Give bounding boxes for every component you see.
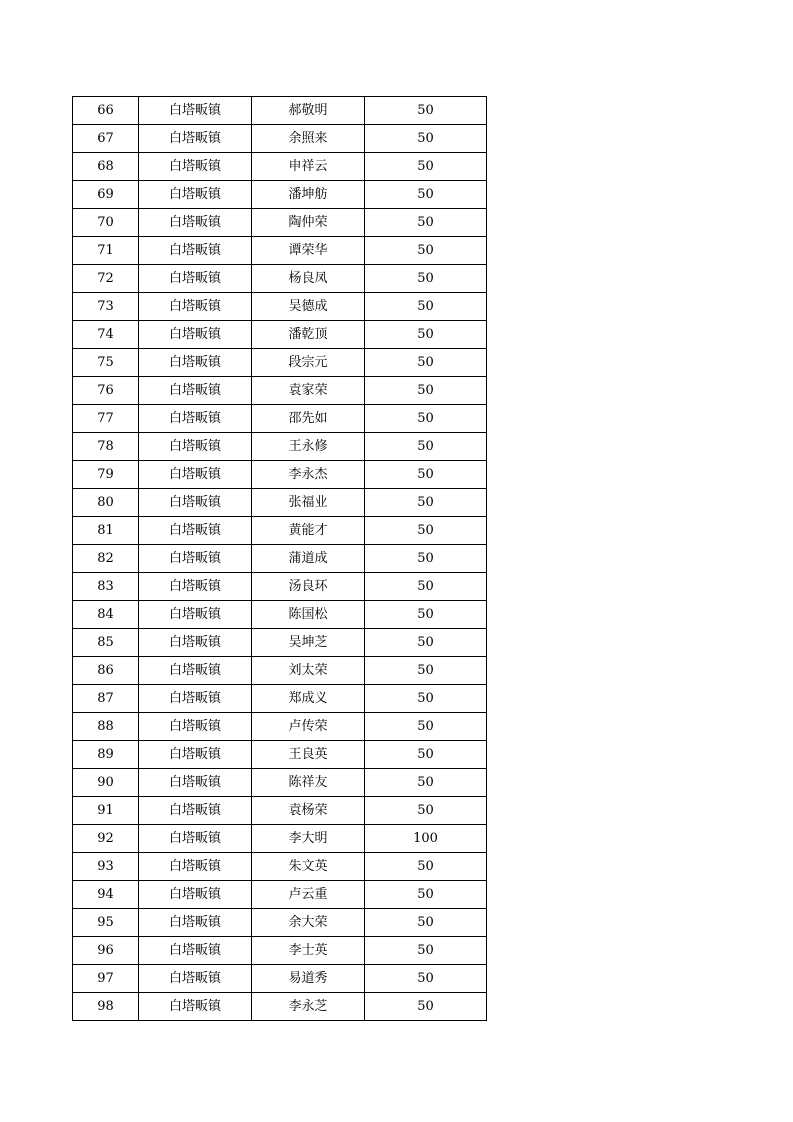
person-name-cell: 易道秀 xyxy=(252,965,365,993)
town-cell: 白塔畈镇 xyxy=(139,125,252,153)
amount-cell: 50 xyxy=(365,713,487,741)
row-number-cell: 76 xyxy=(73,377,139,405)
table-row xyxy=(73,741,487,769)
amount-cell: 50 xyxy=(365,321,487,349)
row-number-cell: 92 xyxy=(73,825,139,853)
row-number-cell: 67 xyxy=(73,125,139,153)
person-name-cell: 李永杰 xyxy=(252,461,365,489)
table-row xyxy=(73,797,487,825)
row-number-cell: 72 xyxy=(73,265,139,293)
row-number-cell: 89 xyxy=(73,741,139,769)
person-name-cell: 申祥云 xyxy=(252,153,365,181)
person-name-cell: 陈国松 xyxy=(252,601,365,629)
table-row xyxy=(73,545,487,573)
table-row xyxy=(73,937,487,965)
town-cell: 白塔畈镇 xyxy=(139,685,252,713)
person-name-cell: 段宗元 xyxy=(252,349,365,377)
amount-cell: 50 xyxy=(365,853,487,881)
table-row xyxy=(73,769,487,797)
row-number-cell: 74 xyxy=(73,321,139,349)
town-cell: 白塔畈镇 xyxy=(139,321,252,349)
row-number-cell: 77 xyxy=(73,405,139,433)
amount-cell: 50 xyxy=(365,741,487,769)
town-cell: 白塔畈镇 xyxy=(139,741,252,769)
row-number-cell: 75 xyxy=(73,349,139,377)
row-number-cell: 83 xyxy=(73,573,139,601)
amount-cell: 50 xyxy=(365,125,487,153)
row-number-cell: 88 xyxy=(73,713,139,741)
amount-cell: 50 xyxy=(365,797,487,825)
person-name-cell: 陶仲荣 xyxy=(252,209,365,237)
row-number-cell: 87 xyxy=(73,685,139,713)
table-row xyxy=(73,321,487,349)
table-row xyxy=(73,209,487,237)
table-row xyxy=(73,265,487,293)
table-row xyxy=(73,993,487,1021)
amount-cell: 50 xyxy=(365,489,487,517)
town-cell: 白塔畈镇 xyxy=(139,97,252,125)
table-row xyxy=(73,97,487,125)
amount-cell: 50 xyxy=(365,937,487,965)
row-number-cell: 66 xyxy=(73,97,139,125)
town-cell: 白塔畈镇 xyxy=(139,433,252,461)
row-number-cell: 71 xyxy=(73,237,139,265)
table-row xyxy=(73,377,487,405)
row-number-cell: 81 xyxy=(73,517,139,545)
table-row xyxy=(73,237,487,265)
row-number-cell: 86 xyxy=(73,657,139,685)
amount-cell: 50 xyxy=(365,433,487,461)
row-number-cell: 98 xyxy=(73,993,139,1021)
amount-cell: 50 xyxy=(365,97,487,125)
person-name-cell: 陈祥友 xyxy=(252,769,365,797)
town-cell: 白塔畈镇 xyxy=(139,629,252,657)
person-name-cell: 潘乾顶 xyxy=(252,321,365,349)
row-number-cell: 94 xyxy=(73,881,139,909)
amount-cell: 50 xyxy=(365,153,487,181)
row-number-cell: 73 xyxy=(73,293,139,321)
table-row xyxy=(73,965,487,993)
town-cell: 白塔畈镇 xyxy=(139,377,252,405)
row-number-cell: 91 xyxy=(73,797,139,825)
person-name-cell: 黄能才 xyxy=(252,517,365,545)
person-name-cell: 王良英 xyxy=(252,741,365,769)
table-row xyxy=(73,601,487,629)
row-number-cell: 82 xyxy=(73,545,139,573)
table-row xyxy=(73,517,487,545)
amount-cell: 50 xyxy=(365,965,487,993)
table-row xyxy=(73,349,487,377)
person-name-cell: 余大荣 xyxy=(252,909,365,937)
town-cell: 白塔畈镇 xyxy=(139,965,252,993)
town-cell: 白塔畈镇 xyxy=(139,769,252,797)
amount-cell: 50 xyxy=(365,909,487,937)
person-name-cell: 吴坤芝 xyxy=(252,629,365,657)
person-name-cell: 李永芝 xyxy=(252,993,365,1021)
amount-cell: 50 xyxy=(365,545,487,573)
town-cell: 白塔畈镇 xyxy=(139,517,252,545)
person-name-cell: 汤良环 xyxy=(252,573,365,601)
table-row xyxy=(73,489,487,517)
town-cell: 白塔畈镇 xyxy=(139,293,252,321)
person-name-cell: 郑成义 xyxy=(252,685,365,713)
person-name-cell: 张福业 xyxy=(252,489,365,517)
amount-cell: 50 xyxy=(365,377,487,405)
person-name-cell: 郝敬明 xyxy=(252,97,365,125)
town-cell: 白塔畈镇 xyxy=(139,573,252,601)
roster-table xyxy=(72,96,487,1021)
table-row xyxy=(73,825,487,853)
amount-cell: 100 xyxy=(365,825,487,853)
person-name-cell: 谭荣华 xyxy=(252,237,365,265)
row-number-cell: 85 xyxy=(73,629,139,657)
town-cell: 白塔畈镇 xyxy=(139,209,252,237)
person-name-cell: 蒲道成 xyxy=(252,545,365,573)
town-cell: 白塔畈镇 xyxy=(139,153,252,181)
amount-cell: 50 xyxy=(365,265,487,293)
roster-table-body xyxy=(73,97,487,1021)
table-row xyxy=(73,461,487,489)
town-cell: 白塔畈镇 xyxy=(139,181,252,209)
person-name-cell: 王永修 xyxy=(252,433,365,461)
table-row xyxy=(73,405,487,433)
table-row xyxy=(73,433,487,461)
amount-cell: 50 xyxy=(365,461,487,489)
person-name-cell: 袁杨荣 xyxy=(252,797,365,825)
table-row xyxy=(73,657,487,685)
town-cell: 白塔畈镇 xyxy=(139,937,252,965)
person-name-cell: 余照来 xyxy=(252,125,365,153)
amount-cell: 50 xyxy=(365,181,487,209)
person-name-cell: 杨良凤 xyxy=(252,265,365,293)
row-number-cell: 84 xyxy=(73,601,139,629)
row-number-cell: 97 xyxy=(73,965,139,993)
amount-cell: 50 xyxy=(365,993,487,1021)
row-number-cell: 79 xyxy=(73,461,139,489)
amount-cell: 50 xyxy=(365,629,487,657)
person-name-cell: 潘坤舫 xyxy=(252,181,365,209)
town-cell: 白塔畈镇 xyxy=(139,657,252,685)
person-name-cell: 吴德成 xyxy=(252,293,365,321)
table-row xyxy=(73,125,487,153)
row-number-cell: 95 xyxy=(73,909,139,937)
row-number-cell: 68 xyxy=(73,153,139,181)
amount-cell: 50 xyxy=(365,349,487,377)
town-cell: 白塔畈镇 xyxy=(139,545,252,573)
table-row xyxy=(73,853,487,881)
row-number-cell: 69 xyxy=(73,181,139,209)
town-cell: 白塔畈镇 xyxy=(139,713,252,741)
person-name-cell: 邵先如 xyxy=(252,405,365,433)
table-row xyxy=(73,153,487,181)
town-cell: 白塔畈镇 xyxy=(139,237,252,265)
amount-cell: 50 xyxy=(365,573,487,601)
row-number-cell: 70 xyxy=(73,209,139,237)
amount-cell: 50 xyxy=(365,769,487,797)
row-number-cell: 96 xyxy=(73,937,139,965)
town-cell: 白塔畈镇 xyxy=(139,349,252,377)
person-name-cell: 袁家荣 xyxy=(252,377,365,405)
person-name-cell: 卢传荣 xyxy=(252,713,365,741)
town-cell: 白塔畈镇 xyxy=(139,853,252,881)
town-cell: 白塔畈镇 xyxy=(139,461,252,489)
amount-cell: 50 xyxy=(365,209,487,237)
person-name-cell: 李士英 xyxy=(252,937,365,965)
row-number-cell: 90 xyxy=(73,769,139,797)
table-row xyxy=(73,629,487,657)
row-number-cell: 78 xyxy=(73,433,139,461)
table-row xyxy=(73,685,487,713)
town-cell: 白塔畈镇 xyxy=(139,601,252,629)
person-name-cell: 李大明 xyxy=(252,825,365,853)
person-name-cell: 刘太荣 xyxy=(252,657,365,685)
town-cell: 白塔畈镇 xyxy=(139,489,252,517)
table-row xyxy=(73,713,487,741)
amount-cell: 50 xyxy=(365,517,487,545)
table-row xyxy=(73,293,487,321)
town-cell: 白塔畈镇 xyxy=(139,265,252,293)
amount-cell: 50 xyxy=(365,293,487,321)
amount-cell: 50 xyxy=(365,405,487,433)
town-cell: 白塔畈镇 xyxy=(139,993,252,1021)
town-cell: 白塔畈镇 xyxy=(139,405,252,433)
amount-cell: 50 xyxy=(365,237,487,265)
amount-cell: 50 xyxy=(365,881,487,909)
town-cell: 白塔畈镇 xyxy=(139,881,252,909)
town-cell: 白塔畈镇 xyxy=(139,909,252,937)
person-name-cell: 朱文英 xyxy=(252,853,365,881)
amount-cell: 50 xyxy=(365,685,487,713)
town-cell: 白塔畈镇 xyxy=(139,797,252,825)
row-number-cell: 80 xyxy=(73,489,139,517)
amount-cell: 50 xyxy=(365,657,487,685)
table-row xyxy=(73,909,487,937)
person-name-cell: 卢云重 xyxy=(252,881,365,909)
table-row xyxy=(73,573,487,601)
amount-cell: 50 xyxy=(365,601,487,629)
table-row xyxy=(73,181,487,209)
row-number-cell: 93 xyxy=(73,853,139,881)
table-row xyxy=(73,881,487,909)
town-cell: 白塔畈镇 xyxy=(139,825,252,853)
